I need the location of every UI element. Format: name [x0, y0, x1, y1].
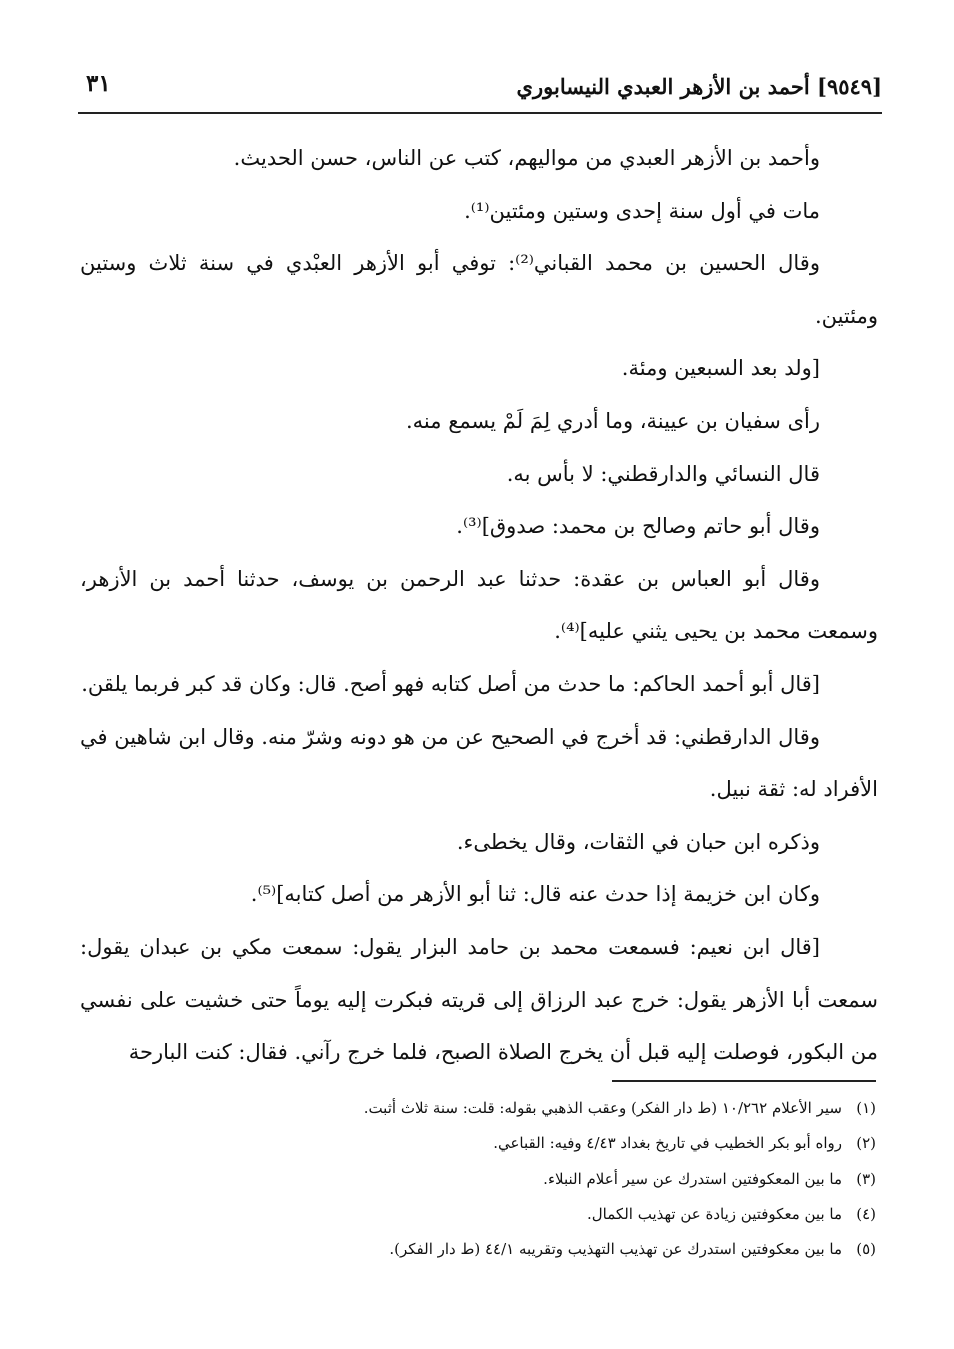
footnote-rule [612, 1080, 876, 1082]
footnote-text: سير الأعلام ١٠/٢٦٢ (ط دار الفكر) وعقب الذهبي بقوله: قلت: سنة ثلاث أثبت. [363, 1099, 842, 1117]
footnote-text: ما بين معكوفتين زيادة عن تهذيب الكمال. [587, 1204, 842, 1223]
footnote [80, 1197, 876, 1232]
paragraph: وذكره ابن حبان في الثقات، وقال يخطىء. [456, 829, 820, 854]
paragraph: وقال أبو حاتم وصالح بن محمد: صدوق]⁽³⁾. [456, 514, 820, 539]
footnote-number: (١) [856, 1099, 876, 1117]
paragraph: قال النسائي والدارقطني: لا بأس به. [506, 461, 820, 486]
paragraph: مات في أول سنة إحدى وستين ومئتين⁽¹⁾. [464, 198, 820, 223]
running-title: [٩٥٤٩] أحمد بن الأزهر العبدي النيسابوري [516, 74, 882, 99]
footnote-number: (٣) [856, 1169, 876, 1188]
footnote-text: ما بين معكوفتين استدرك عن تهذيب التهذيب وتقريبه ٤٤/١ (ط دار الفكر). [389, 1240, 842, 1259]
footnote-text: ما بين المعكوفتين استدرك عن سير أعلام النبلاء. [543, 1169, 842, 1188]
page-header [78, 66, 882, 112]
footnote [80, 1232, 876, 1267]
paragraph: وقال أبو العباس بن عقدة: حدثنا عبد الرحمن بن يوسف، حدثنا أحمد بن الأزهر، وسمعت محمد بن يحيى يثني عليه]⁽⁴⁾. [80, 566, 878, 644]
footnote-number: (٤) [856, 1204, 876, 1223]
footnote-number: (٥) [856, 1240, 876, 1259]
paragraph: وقال الدارقطني: قد أخرج في الصحيح عن من هو دونه وشرّ منه. وقال ابن شاهين في الأفراد له: ثقة نبيل. [80, 724, 878, 802]
paragraph: [قال ابن نعيم: فسمعت محمد بن حامد البزار يقول: سمعت مكي بن عبدان يقول: سمعت أبا الأزهر يقول: خرج عبد الرزاق إلى قريته فبكرت إليه يوماً حتى خشيت على نفسي من البكور، فوصلت إليه قبل أن يخرج الصلاة الصبح، فلما خرج رآني. فقال: كنت البارحة [80, 934, 878, 1065]
paragraph: [قال أبو أحمد الحاكم: ما حدث من أصل كتابه فهو أصح. قال: وكان قد كبر فربما يلقن. [81, 671, 820, 696]
paragraph: وقال الحسين بن محمد القباني⁽²⁾: توفي أبو الأزهر العبْدي في سنة ثلاث وستين ومئتين. [80, 251, 878, 328]
footnote [80, 1126, 876, 1161]
footnote [80, 1162, 876, 1197]
paragraph: وكان ابن خزيمة إذا حدث عنه قال: ثنا أبو الأزهر من أصل كتابه]⁽⁵⁾. [250, 882, 820, 907]
footnote-text: رواه أبو بكر الخطيب في تاريخ بغداد ٤/٤٣ وفيه: القباعي. [493, 1134, 842, 1153]
paragraph: رأى سفيان بن عيينة، وما أدري لِمَ لَمْ يسمع منه. [406, 408, 820, 433]
header-rule [78, 112, 882, 114]
page-number: ٣١ [86, 70, 111, 97]
paragraph: وأحمد بن الأزهر العبدي من مواليهم، كتب عن الناس، حسن الحديث. [233, 146, 820, 170]
main-text [80, 132, 878, 1079]
footnotes [80, 1091, 876, 1267]
paragraph: [ولد بعد السبعين ومئة. [621, 356, 820, 381]
footnote-number: (٢) [856, 1134, 876, 1153]
footnote [80, 1091, 876, 1126]
